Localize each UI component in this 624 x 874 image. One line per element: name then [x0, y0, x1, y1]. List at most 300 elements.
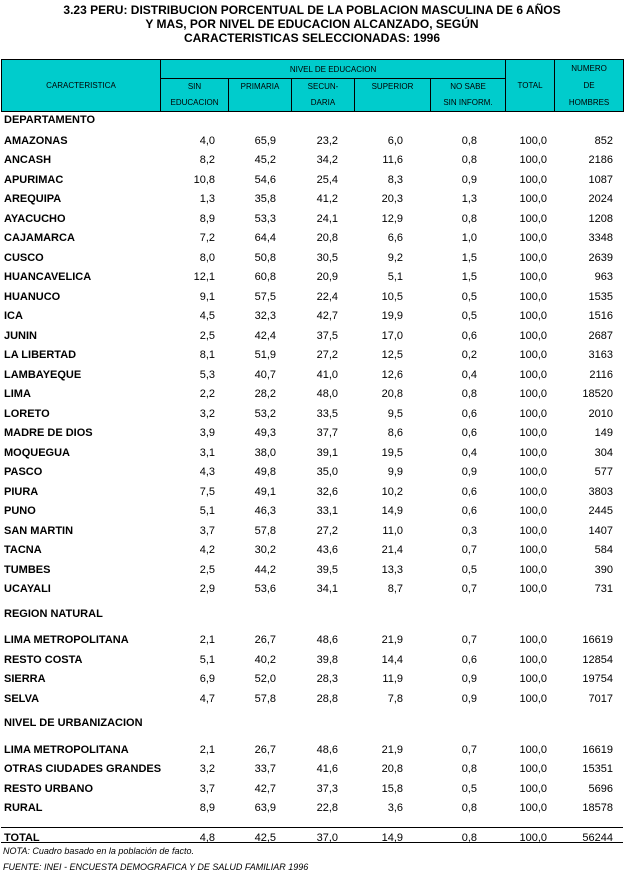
- table-row: [1, 405, 623, 425]
- row-value: 48,0: [316, 388, 338, 400]
- row-value: 26,7: [254, 743, 276, 756]
- row-value: 0,9: [461, 173, 477, 186]
- row-value: 0,6: [461, 427, 477, 439]
- row-value: 0,6: [461, 329, 477, 342]
- row-value: 14,9: [381, 832, 403, 844]
- table-row: [1, 132, 623, 152]
- row-label: JUNIN: [4, 329, 38, 342]
- row-value: 100,0: [519, 388, 547, 400]
- table-row: [1, 780, 623, 800]
- row-value: 3348: [588, 232, 613, 244]
- row-value: 46,3: [254, 505, 276, 517]
- row-value: 304: [594, 446, 613, 459]
- row-value: 7,5: [199, 485, 215, 498]
- row-value: 39,5: [316, 563, 338, 576]
- table-row: [1, 151, 623, 171]
- row-value: 7,2: [199, 232, 215, 244]
- row-value: 33,1: [316, 505, 338, 517]
- row-value: 100,0: [519, 466, 547, 478]
- row-value: 50,8: [254, 251, 276, 264]
- row-value: 100,0: [519, 154, 547, 166]
- row-value: 100,0: [519, 134, 547, 147]
- row-value: 37,3: [316, 782, 338, 795]
- row-label: SIERRA: [4, 673, 46, 685]
- row-value: 18578: [582, 802, 613, 814]
- row-value: 24,1: [316, 212, 338, 225]
- row-value: 40,2: [254, 653, 276, 666]
- row-value: 4,5: [199, 310, 215, 322]
- row-value: 6,6: [387, 232, 403, 244]
- table-row: [1, 561, 623, 581]
- row-value: 100,0: [519, 485, 547, 498]
- row-value: 0,7: [461, 634, 477, 646]
- row-value: 0,9: [461, 466, 477, 478]
- header-nivel-educacion: NIVEL DE EDUCACION: [161, 60, 506, 79]
- row-value: 3,7: [199, 782, 215, 795]
- table-row: [1, 483, 623, 503]
- row-label: MADRE DE DIOS: [4, 427, 93, 439]
- row-value: 0,6: [461, 505, 477, 517]
- row-value: 1407: [588, 524, 613, 537]
- row-label: ANCASH: [4, 154, 52, 166]
- row-value: 100,0: [519, 232, 547, 244]
- row-value: 0,4: [461, 446, 477, 459]
- row-value: 48,6: [316, 743, 338, 756]
- row-value: 2,2: [199, 388, 215, 400]
- table-title-line-3: CARACTERISTICAS SELECCIONADAS: 1996: [183, 31, 441, 45]
- row-value: 15351: [582, 763, 613, 775]
- row-value: 34,2: [316, 154, 338, 166]
- row-value: 1,3: [199, 193, 215, 205]
- table-row: [1, 346, 623, 366]
- row-value: 5696: [588, 782, 613, 795]
- row-value: 100,0: [519, 251, 547, 264]
- row-value: 6,9: [199, 673, 215, 685]
- row-value: 100,0: [519, 368, 547, 381]
- row-value: 30,5: [316, 251, 338, 264]
- row-label: LIMA METROPOLITANA: [4, 634, 129, 646]
- row-value: 2445: [588, 505, 613, 517]
- row-value: 42,7: [316, 310, 338, 322]
- row-value: 0,5: [461, 782, 477, 795]
- row-value: 100,0: [519, 290, 547, 303]
- row-value: 3,6: [387, 802, 403, 814]
- table-row: [1, 631, 623, 651]
- row-label: PUNO: [4, 505, 36, 517]
- row-value: 28,2: [254, 388, 276, 400]
- row-value: 100,0: [519, 212, 547, 225]
- row-value: 12,6: [381, 368, 403, 381]
- row-value: 11,6: [382, 154, 403, 166]
- row-value: 41,0: [316, 368, 338, 381]
- row-value: 16619: [582, 634, 613, 646]
- row-value: 53,3: [254, 212, 276, 225]
- row-value: 100,0: [519, 832, 547, 844]
- row-value: 0,5: [461, 563, 477, 576]
- row-value: 8,7: [387, 583, 403, 595]
- row-value: 51,9: [254, 349, 276, 361]
- row-value: 41,6: [316, 763, 338, 775]
- row-value: 2,5: [199, 329, 215, 342]
- row-value: 14,9: [381, 505, 403, 517]
- row-value: 19,5: [381, 446, 403, 459]
- row-value: 2687: [588, 329, 613, 342]
- header-numero-hombres: NUMERO DE HOMBRES: [555, 60, 624, 112]
- row-value: 27,2: [316, 524, 338, 537]
- table-row: [1, 690, 623, 710]
- row-value: 63,9: [254, 802, 276, 814]
- row-value: 19,9: [381, 310, 403, 322]
- table-row: [1, 651, 623, 671]
- table-row: [1, 327, 623, 347]
- row-label: RESTO URBANO: [4, 782, 94, 795]
- table-row: [1, 741, 623, 761]
- row-value: 10,5: [381, 290, 403, 303]
- row-value: 0,6: [461, 407, 477, 420]
- header-total: TOTAL: [506, 60, 555, 112]
- row-value: 100,0: [519, 673, 547, 685]
- row-value: 7017: [588, 692, 613, 705]
- row-value: 0,8: [461, 134, 477, 147]
- row-value: 4,8: [199, 832, 215, 844]
- header-superior: SUPERIOR: [355, 79, 431, 112]
- row-value: 100,0: [519, 271, 547, 283]
- row-value: 49,3: [254, 427, 276, 439]
- row-value: 49,8: [254, 466, 276, 478]
- row-value: 21,9: [381, 634, 403, 646]
- row-value: 4,0: [199, 134, 215, 147]
- row-label: HUANCAVELICA: [4, 271, 92, 283]
- row-value: 35,8: [254, 193, 276, 205]
- row-value: 0,8: [461, 212, 477, 225]
- row-value: 11,9: [382, 673, 403, 685]
- table-header: [1, 59, 624, 112]
- table-row: [1, 210, 623, 230]
- row-value: 3,1: [199, 446, 215, 459]
- table-row: [1, 171, 623, 191]
- row-value: 2116: [589, 368, 613, 381]
- row-value: 49,1: [254, 485, 276, 498]
- row-value: 10,2: [381, 485, 403, 498]
- row-value: 56244: [582, 832, 613, 844]
- row-value: 1535: [588, 290, 613, 303]
- table-row: [1, 190, 623, 210]
- row-value: 9,1: [199, 290, 215, 303]
- row-value: 2639: [588, 251, 613, 264]
- row-value: 0,7: [461, 544, 477, 556]
- row-value: 17,0: [381, 329, 403, 342]
- row-value: 53,6: [254, 583, 276, 595]
- row-value: 100,0: [519, 692, 547, 705]
- table-title-line-2: Y MAS, POR NIVEL DE EDUCACION ALCANZADO, SEGÚN: [145, 17, 479, 31]
- row-value: 2010: [588, 407, 613, 420]
- row-value: 33,5: [316, 407, 338, 420]
- table-row: [1, 541, 623, 561]
- row-value: 6,0: [387, 134, 403, 147]
- row-value: 390: [594, 563, 613, 576]
- row-value: 12854: [582, 653, 613, 666]
- table-row: [1, 366, 623, 386]
- row-value: 100,0: [519, 524, 547, 537]
- row-value: 25,4: [316, 173, 338, 186]
- row-label: TOTAL: [4, 832, 40, 844]
- row-value: 3,7: [199, 524, 215, 537]
- table-row: [1, 670, 623, 690]
- row-label: HUANUCO: [4, 290, 61, 303]
- row-value: 15,8: [381, 782, 403, 795]
- row-value: 8,9: [199, 212, 215, 225]
- row-label: RURAL: [4, 802, 43, 814]
- row-value: 38,0: [254, 446, 276, 459]
- row-value: 0,6: [461, 485, 477, 498]
- row-value: 0,8: [461, 154, 477, 166]
- row-label: MOQUEGUA: [4, 446, 70, 459]
- row-value: 0,8: [461, 802, 477, 814]
- row-value: 14,4: [381, 653, 403, 666]
- table-row: [1, 760, 623, 780]
- row-value: 5,1: [199, 653, 215, 666]
- row-value: 2,1: [199, 634, 215, 646]
- row-label: OTRAS CIUDADES GRANDES: [4, 763, 162, 775]
- row-value: 963: [594, 271, 613, 283]
- row-value: 3,2: [199, 407, 215, 420]
- row-value: 100,0: [519, 634, 547, 646]
- row-value: 100,0: [519, 782, 547, 795]
- header-sin-educacion: SIN EDUCACION: [161, 79, 229, 112]
- row-value: 0,9: [461, 692, 477, 705]
- table-row: [1, 522, 623, 542]
- row-value: 8,2: [199, 154, 215, 166]
- row-label: AREQUIPA: [4, 193, 62, 205]
- section-heading: [1, 112, 623, 132]
- row-label: APURIMAC: [4, 173, 64, 186]
- row-label: CUSCO: [4, 251, 44, 264]
- row-value: 64,4: [254, 232, 276, 244]
- row-value: 9,9: [387, 466, 403, 478]
- row-value: 1208: [588, 212, 613, 225]
- row-value: 65,9: [254, 134, 276, 147]
- row-value: 100,0: [519, 193, 547, 205]
- row-value: 20,3: [381, 193, 403, 205]
- row-value: 45,2: [254, 154, 276, 166]
- row-value: 3,9: [199, 427, 215, 439]
- row-value: 0,5: [461, 310, 477, 322]
- row-value: 100,0: [519, 743, 547, 756]
- row-value: 40,7: [254, 368, 276, 381]
- total-top-rule: [1, 827, 623, 828]
- row-value: 54,6: [254, 173, 276, 186]
- table-row: [1, 385, 623, 405]
- table-source: FUENTE: INEI - ENCUESTA DEMOGRAFICA Y DE SALUD FAMILIAR 1996: [3, 862, 309, 872]
- row-value: 37,0: [316, 832, 338, 844]
- row-value: 100,0: [519, 329, 547, 342]
- row-label: PIURA: [4, 485, 39, 498]
- row-value: 0,2: [461, 349, 477, 361]
- row-label: LA LIBERTAD: [4, 349, 77, 361]
- row-label: TACNA: [4, 544, 42, 556]
- row-value: 584: [594, 544, 613, 556]
- row-value: 0,6: [461, 653, 477, 666]
- row-value: 100,0: [519, 563, 547, 576]
- table-row: [1, 288, 623, 308]
- table-row: [1, 799, 623, 819]
- row-value: 3803: [588, 485, 613, 498]
- section-title: REGION NATURAL: [4, 607, 103, 620]
- row-value: 41,2: [316, 193, 338, 205]
- row-label: RESTO COSTA: [4, 653, 83, 666]
- row-value: 19754: [582, 673, 613, 685]
- table-row: [1, 424, 623, 444]
- row-value: 34,1: [316, 583, 338, 595]
- section-heading: [1, 606, 623, 626]
- row-value: 4,3: [199, 466, 215, 478]
- row-value: 44,2: [254, 563, 276, 576]
- row-value: 0,3: [461, 524, 477, 537]
- row-value: 26,7: [254, 634, 276, 646]
- row-value: 16619: [582, 743, 613, 756]
- table-row: [1, 249, 623, 269]
- row-value: 149: [594, 427, 613, 439]
- row-value: 18520: [582, 388, 613, 400]
- row-value: 0,8: [461, 832, 477, 844]
- row-value: 852: [594, 134, 613, 147]
- row-value: 52,0: [254, 673, 276, 685]
- row-value: 9,5: [387, 407, 403, 420]
- row-label: PASCO: [4, 466, 43, 478]
- row-value: 100,0: [519, 173, 547, 186]
- row-value: 100,0: [519, 407, 547, 420]
- row-value: 100,0: [519, 802, 547, 814]
- row-value: 13,3: [381, 563, 403, 576]
- row-value: 1,5: [461, 271, 477, 283]
- row-value: 27,2: [316, 349, 338, 361]
- table-row: [1, 268, 623, 288]
- row-value: 5,3: [199, 368, 215, 381]
- row-value: 22,8: [316, 802, 338, 814]
- row-label: LIMA: [4, 388, 31, 400]
- row-value: 8,6: [387, 427, 403, 439]
- row-value: 7,8: [387, 692, 403, 705]
- row-value: 0,5: [461, 290, 477, 303]
- row-value: 100,0: [519, 583, 547, 595]
- table-title-line-1: 3.23 PERU: DISTRIBUCION PORCENTUAL DE LA POBLACION MASCULINA DE 6 AÑOS: [63, 3, 561, 17]
- row-value: 100,0: [519, 653, 547, 666]
- row-value: 2,1: [199, 743, 215, 756]
- row-value: 0,7: [461, 583, 477, 595]
- row-label: UCAYALI: [4, 583, 51, 595]
- row-value: 20,8: [381, 388, 403, 400]
- row-value: 20,9: [316, 271, 338, 283]
- row-value: 39,8: [316, 653, 338, 666]
- row-value: 28,8: [316, 692, 338, 705]
- row-value: 22,4: [316, 290, 338, 303]
- row-value: 53,2: [254, 407, 276, 420]
- row-value: 23,2: [316, 134, 338, 147]
- row-value: 60,8: [254, 271, 276, 283]
- row-value: 12,5: [381, 349, 403, 361]
- table-note: NOTA: Cuadro basado en la población de facto.: [3, 846, 194, 856]
- header-caracteristica: CARACTERISTICA: [2, 60, 161, 112]
- row-value: 4,2: [199, 544, 215, 556]
- row-value: 100,0: [519, 427, 547, 439]
- row-value: 30,2: [254, 544, 276, 556]
- row-value: 35,0: [316, 466, 338, 478]
- row-value: 1,0: [461, 232, 477, 244]
- row-value: 2024: [588, 193, 613, 205]
- row-value: 1087: [588, 173, 613, 186]
- row-value: 21,4: [381, 544, 403, 556]
- row-value: 8,0: [199, 251, 215, 264]
- row-value: 11,0: [382, 524, 403, 537]
- row-value: 0,8: [461, 763, 477, 775]
- row-label: AMAZONAS: [4, 134, 68, 147]
- row-value: 43,6: [316, 544, 338, 556]
- row-value: 57,8: [254, 692, 276, 705]
- row-value: 5,1: [387, 271, 403, 283]
- header-no-sabe: NO SABE SIN INFORM.: [431, 79, 506, 112]
- row-value: 100,0: [519, 446, 547, 459]
- row-value: 100,0: [519, 310, 547, 322]
- row-value: 20,8: [316, 232, 338, 244]
- table-row: [1, 580, 623, 600]
- row-value: 12,9: [381, 212, 403, 225]
- row-value: 0,8: [461, 388, 477, 400]
- section-heading: [1, 715, 623, 735]
- row-value: 33,7: [254, 763, 276, 775]
- row-value: 39,1: [316, 446, 338, 459]
- row-value: 32,6: [316, 485, 338, 498]
- row-value: 100,0: [519, 763, 547, 775]
- row-value: 12,1: [193, 271, 215, 283]
- section-title: DEPARTAMENTO: [4, 114, 96, 126]
- row-value: 8,9: [199, 802, 215, 814]
- row-value: 37,7: [316, 427, 338, 439]
- row-value: 42,5: [254, 832, 276, 844]
- header-primaria: PRIMARIA: [229, 79, 292, 112]
- row-value: 57,5: [254, 290, 276, 303]
- row-label: SAN MARTIN: [4, 524, 74, 537]
- row-value: 5,1: [199, 505, 215, 517]
- row-label: CAJAMARCA: [4, 232, 75, 244]
- row-value: 57,8: [254, 524, 276, 537]
- row-value: 0,9: [461, 673, 477, 685]
- row-label: AYACUCHO: [4, 212, 66, 225]
- table-row: [1, 502, 623, 522]
- row-value: 28,3: [316, 673, 338, 685]
- row-label: LORETO: [4, 407, 50, 420]
- row-value: 9,2: [387, 251, 403, 264]
- table-row: [1, 463, 623, 483]
- row-value: 3,2: [199, 763, 215, 775]
- row-value: 10,8: [193, 173, 215, 186]
- row-value: 731: [594, 583, 613, 595]
- row-value: 100,0: [519, 505, 547, 517]
- row-value: 42,7: [254, 782, 276, 795]
- row-value: 100,0: [519, 349, 547, 361]
- row-value: 2186: [588, 154, 613, 166]
- row-label: SELVA: [4, 692, 40, 705]
- total-bottom-rule: [1, 842, 623, 843]
- section-title: NIVEL DE URBANIZACION: [4, 717, 143, 729]
- row-value: 4,7: [199, 692, 215, 705]
- row-value: 2,5: [199, 563, 215, 576]
- row-value: 42,4: [254, 329, 276, 342]
- row-label: ICA: [4, 310, 23, 322]
- row-value: 8,1: [199, 349, 215, 361]
- row-value: 48,6: [316, 634, 338, 646]
- row-value: 1516: [588, 310, 613, 322]
- row-value: 100,0: [519, 544, 547, 556]
